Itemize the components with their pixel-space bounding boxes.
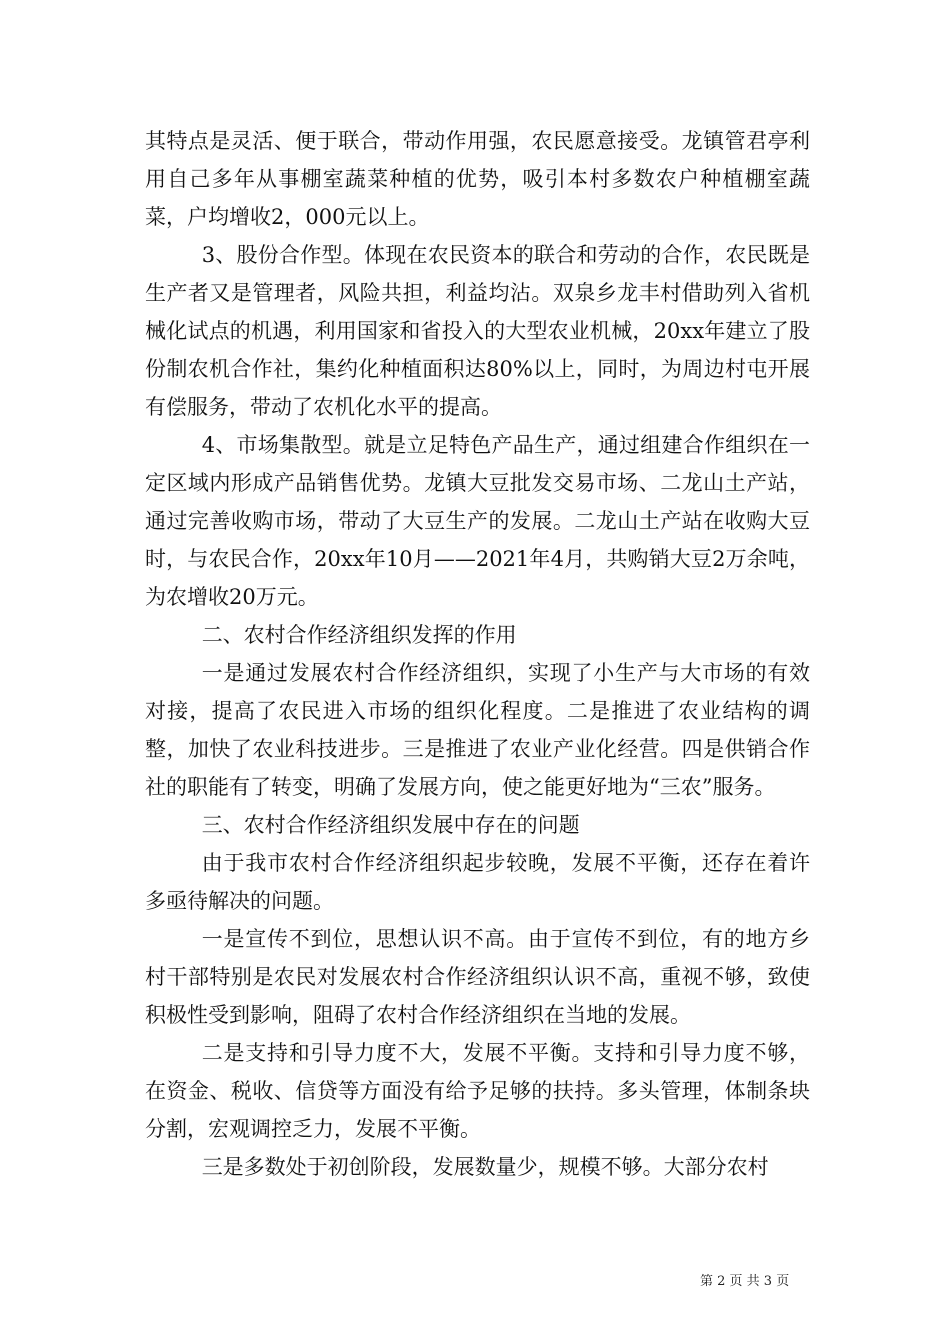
paragraph-problem-scale: 三是多数处于初创阶段，发展数量少，规模不够。大部分农村: [201, 1155, 769, 1179]
document-body: [145, 122, 810, 1186]
section-heading-roles: 二、农村合作经济组织发挥的作用: [201, 623, 517, 647]
paragraph-problem-publicity: 一是宣传不到位，思想认识不高。由于宣传不到位，有的地方乡村干部特别是农民对发展农村合作经济组织认识不高，重视不够，致使积极性受到影响，阻碍了农村合作经济组织在当地的发展。: [145, 927, 810, 1027]
paragraph-continuation: 其特点是灵活、便于联合，带动作用强，农民愿意接受。龙镇管君亭利用自己多年从事棚室蔬菜种植的优势，吸引本村多数农户种植棚室蔬菜，户均增收2，000元以上。: [145, 129, 810, 229]
paragraph-problems-intro: 由于我市农村合作经济组织起步较晚，发展不平衡，还存在着许多亟待解决的问题。: [145, 851, 810, 913]
paragraph-problem-support: 二是支持和引导力度不大，发展不平衡。支持和引导力度不够，在资金、税收、信贷等方面没有给予足够的扶持。多头管理，体制条块分割，宏观调控乏力，发展不平衡。: [145, 1041, 810, 1141]
paragraph-market-distribution: 4、市场集散型。就是立足特色产品生产，通过组建合作组织在一定区域内形成产品销售优势。龙镇大豆批发交易市场、二龙山土产站，通过完善收购市场，带动了大豆生产的发展。二龙山土产站在收购大豆时，与农民合作，20xx年10月——2021年4月，共购销大豆2万余吨，为农增收20万元。: [145, 433, 810, 609]
section-heading-problems: 三、农村合作经济组织发展中存在的问题: [201, 813, 580, 837]
paragraph-share-cooperative: 3、股份合作型。体现在农民资本的联合和劳动的合作，农民既是生产者又是管理者，风险共担，利益均沾。双泉乡龙丰村借助列入省机械化试点的机遇，利用国家和省投入的大型农业机械，20xx年建立了股份制农机合作社，集约化种植面积达80%以上，同时，为周边村屯开展有偿服务，带动了农机化水平的提高。: [145, 243, 810, 419]
paragraph-roles: 一是通过发展农村合作经济组织，实现了小生产与大市场的有效对接，提高了农民进入市场的组织化程度。二是推进了农业结构的调整，加快了农业科技进步。三是推进了农业产业化经营。四是供销合作社的职能有了转变，明确了发展方向，使之能更好地为“三农”服务。: [145, 661, 810, 799]
page-number: 第 2 页 共 3 页: [700, 1274, 790, 1289]
